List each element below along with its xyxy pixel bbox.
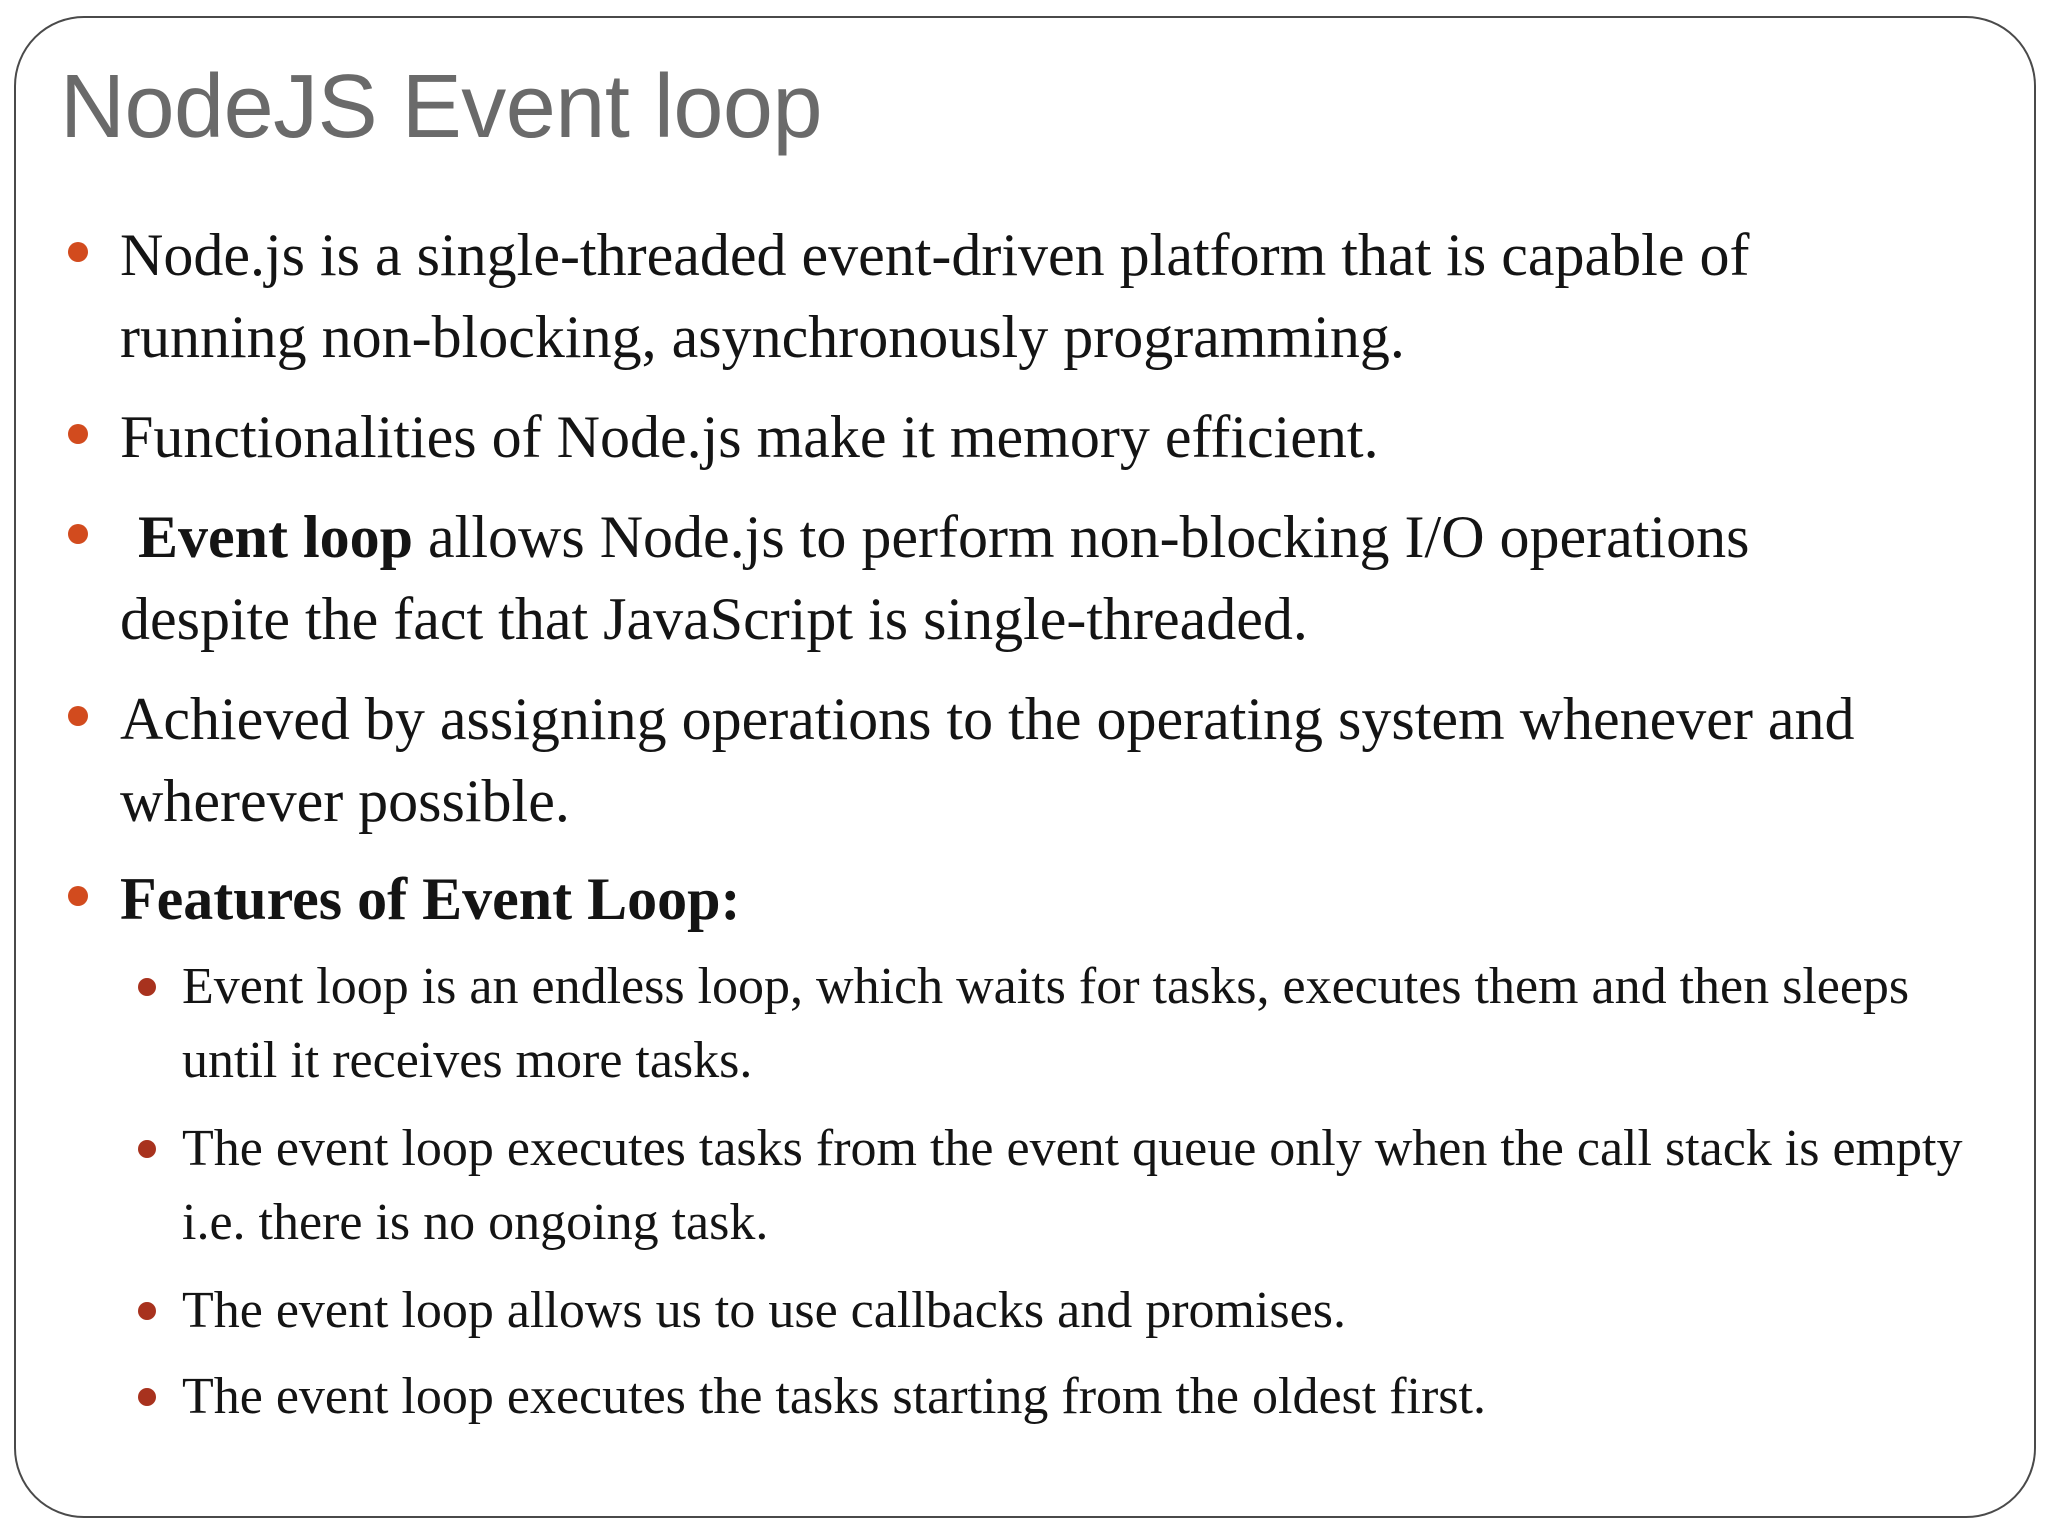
sub-bullet-item: [182, 950, 1992, 1098]
bullet-dot-icon: [68, 524, 88, 544]
sub-bullet-dot-icon: [138, 1388, 156, 1406]
bullet-text: Achieved by assigning operations to the operating system whenever and wherever possible.: [120, 686, 1855, 834]
sub-bullet-item: [182, 1112, 1992, 1260]
bullet-dot-icon: [68, 706, 88, 726]
sub-bullet-text: Event loop is an endless loop, which waits for tasks, executes them and then sleeps until it receives more tasks.: [182, 958, 1910, 1089]
bullet-item: [120, 858, 1920, 940]
bullet-bold-text: Features of Event Loop:: [120, 866, 741, 932]
sub-bullet-text: The event loop executes tasks from the event queue only when the call stack is empty i.e. there is no ongoing task.: [182, 1120, 1963, 1251]
bullet-item: [120, 678, 1920, 842]
slide-title: NodeJS Event loop: [60, 57, 822, 157]
bullet-item: [120, 214, 1920, 378]
sub-bullet-text: The event loop executes the tasks starting from the oldest first.: [182, 1368, 1486, 1425]
bullet-item: [120, 496, 1920, 660]
bullet-bold-text: Event loop: [138, 504, 414, 570]
sub-bullet-item: [182, 1274, 1992, 1348]
bullet-text: Functionalities of Node.js make it memory efficient.: [120, 404, 1379, 470]
sub-bullet-dot-icon: [138, 1302, 156, 1320]
sub-bullet-dot-icon: [138, 1140, 156, 1158]
sub-bullet-item: [182, 1360, 1992, 1434]
sub-bullet-dot-icon: [138, 978, 156, 996]
bullet-dot-icon: [68, 242, 88, 262]
bullet-item: [120, 396, 1920, 478]
sub-bullet-text: The event loop allows us to use callbacks and promises.: [182, 1282, 1346, 1339]
bullet-dot-icon: [68, 886, 88, 906]
bullet-dot-icon: [68, 424, 88, 444]
bullet-text: allows Node.js to perform non-blocking I/O operations despite the fact that JavaScript is single-threaded.: [120, 504, 1750, 652]
bullet-text: Node.js is a single-threaded event-driven platform that is capable of running non-blocking, asynchronously programming.: [120, 222, 1750, 370]
